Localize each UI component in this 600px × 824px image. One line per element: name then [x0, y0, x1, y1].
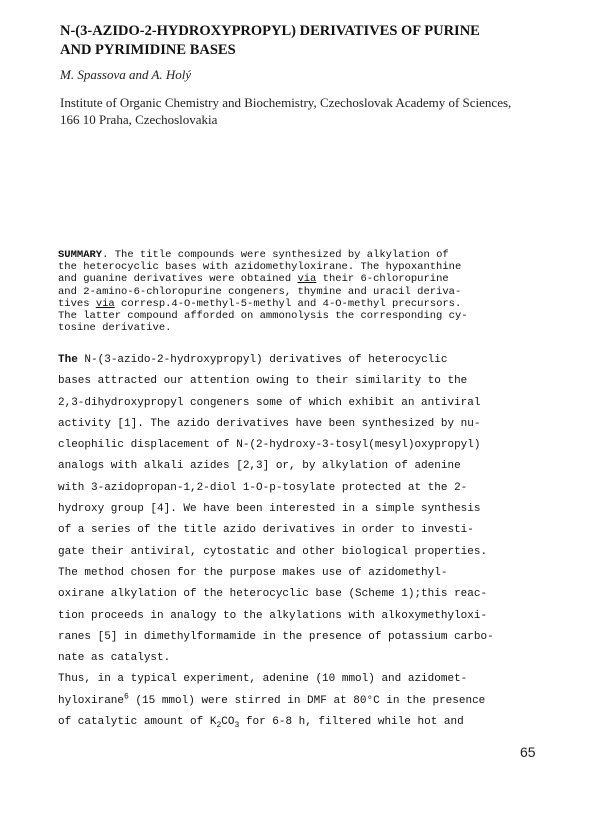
body-line: of a series of the title azido derivatives in order to investi- [58, 524, 474, 537]
page-number: 65 [520, 744, 536, 760]
body-line: Thus, in a typical experiment, adenine (10 mmol) and azidomet- [58, 673, 468, 686]
summary-label: SUMMARY [58, 249, 103, 261]
affiliation [60, 94, 560, 128]
authors: M. Spassova and A. Holý [60, 67, 192, 82]
via-word: via [297, 273, 317, 286]
summary-line: tosine derivative. [58, 322, 172, 335]
title-line-2: AND PYRIMIDINE BASES [60, 42, 236, 58]
formula-subscript: 2 [216, 721, 222, 731]
paper-title [60, 22, 560, 60]
summary-line: and 2-amino-6-chloropurine congeners, thymine and uracil deriva- [58, 285, 462, 298]
summary-line: The latter compound afforded on ammonolysis the corresponding cy- [58, 310, 468, 323]
summary-text: corresp.4-O-methyl-5-methyl and 4-O-methyl precursors. [114, 297, 462, 310]
body-line: activity [1]. The azido derivatives have been synthesized by nu- [58, 417, 481, 430]
summary-line [58, 249, 568, 261]
body-line: cleophilic displacement of N-(2-hydroxy-3-tosyl(mesyl)oxypropyl) [58, 439, 481, 452]
affiliation-line-2: 166 10 Praha, Czechoslovakia [60, 112, 218, 127]
body-line [58, 712, 568, 733]
summary-text: and guanine derivatives were obtained [58, 273, 298, 286]
body-line: hydroxy group [4]. We have been interested in a simple synthesis [58, 503, 481, 516]
body-line: The N-(3-azido-2-hydroxypropyl) derivatives of heterocyclic [58, 354, 448, 366]
body-line: ranes [5] in dimethylformamide in the presence of potassium carbo- [58, 630, 494, 643]
summary-text: . The title compounds were synthesized by alkylation of [102, 249, 449, 261]
summary-line: the heterocyclic bases with azidomethyloxirane. The hypoxanthine [58, 261, 462, 274]
body-text-segment: of catalytic amount of K [58, 716, 217, 729]
body-line: gate their antiviral, cytostatic and other biological properties. [58, 545, 488, 558]
reference-superscript: 6 [124, 692, 129, 702]
summary-paragraph [58, 249, 568, 334]
body-line: bases attracted our attention owing to their similarity to the [58, 375, 468, 388]
summary-line [58, 298, 568, 310]
body-line: with 3-azidopropan-1,2-diol 1-O-p-tosylate protected at the 2- [58, 481, 468, 494]
formula-subscript: 3 [234, 721, 240, 731]
body-text-segment: hyloxirane [58, 694, 125, 707]
body-line: 2,3-dihydroxypropyl congeners some of which exhibit an antiviral [58, 396, 481, 409]
summary-line [58, 273, 568, 285]
body-text-segment: for 6-8 h, filtered while hot and [239, 716, 464, 729]
body-line: nate as catalyst. [58, 652, 171, 665]
body-text-segment: (15 mmol) were stirred in DMF at 80°C in the presence [128, 694, 486, 707]
body-line: analogs with alkali azides [2,3] or, by alkylation of adenine [58, 460, 461, 473]
body-line: oxirane alkylation of the heterocyclic base (Scheme 1);this reac- [58, 588, 488, 601]
summary-text: tives [58, 297, 96, 310]
title-line-1: N-(3-AZIDO-2-HYDROXYPROPYL) DERIVATIVES OF PURINE [60, 23, 480, 39]
body-text-segment: CO [221, 716, 235, 729]
summary-text: their 6-chloropurine [316, 273, 449, 286]
via-word: via [95, 297, 115, 310]
affiliation-line-1: Institute of Organic Chemistry and Biochemistry, Czechoslovak Academy of Sciences, [60, 95, 512, 110]
body-line: The method chosen for the purpose makes use of azidomethyl- [58, 566, 448, 579]
body-text [58, 350, 568, 733]
paragraph-lead-word: The [58, 354, 78, 366]
body-line [58, 691, 568, 712]
body-line: tion proceeds in analogy to the alkylations with alkoxymethyloxi- [58, 609, 488, 622]
